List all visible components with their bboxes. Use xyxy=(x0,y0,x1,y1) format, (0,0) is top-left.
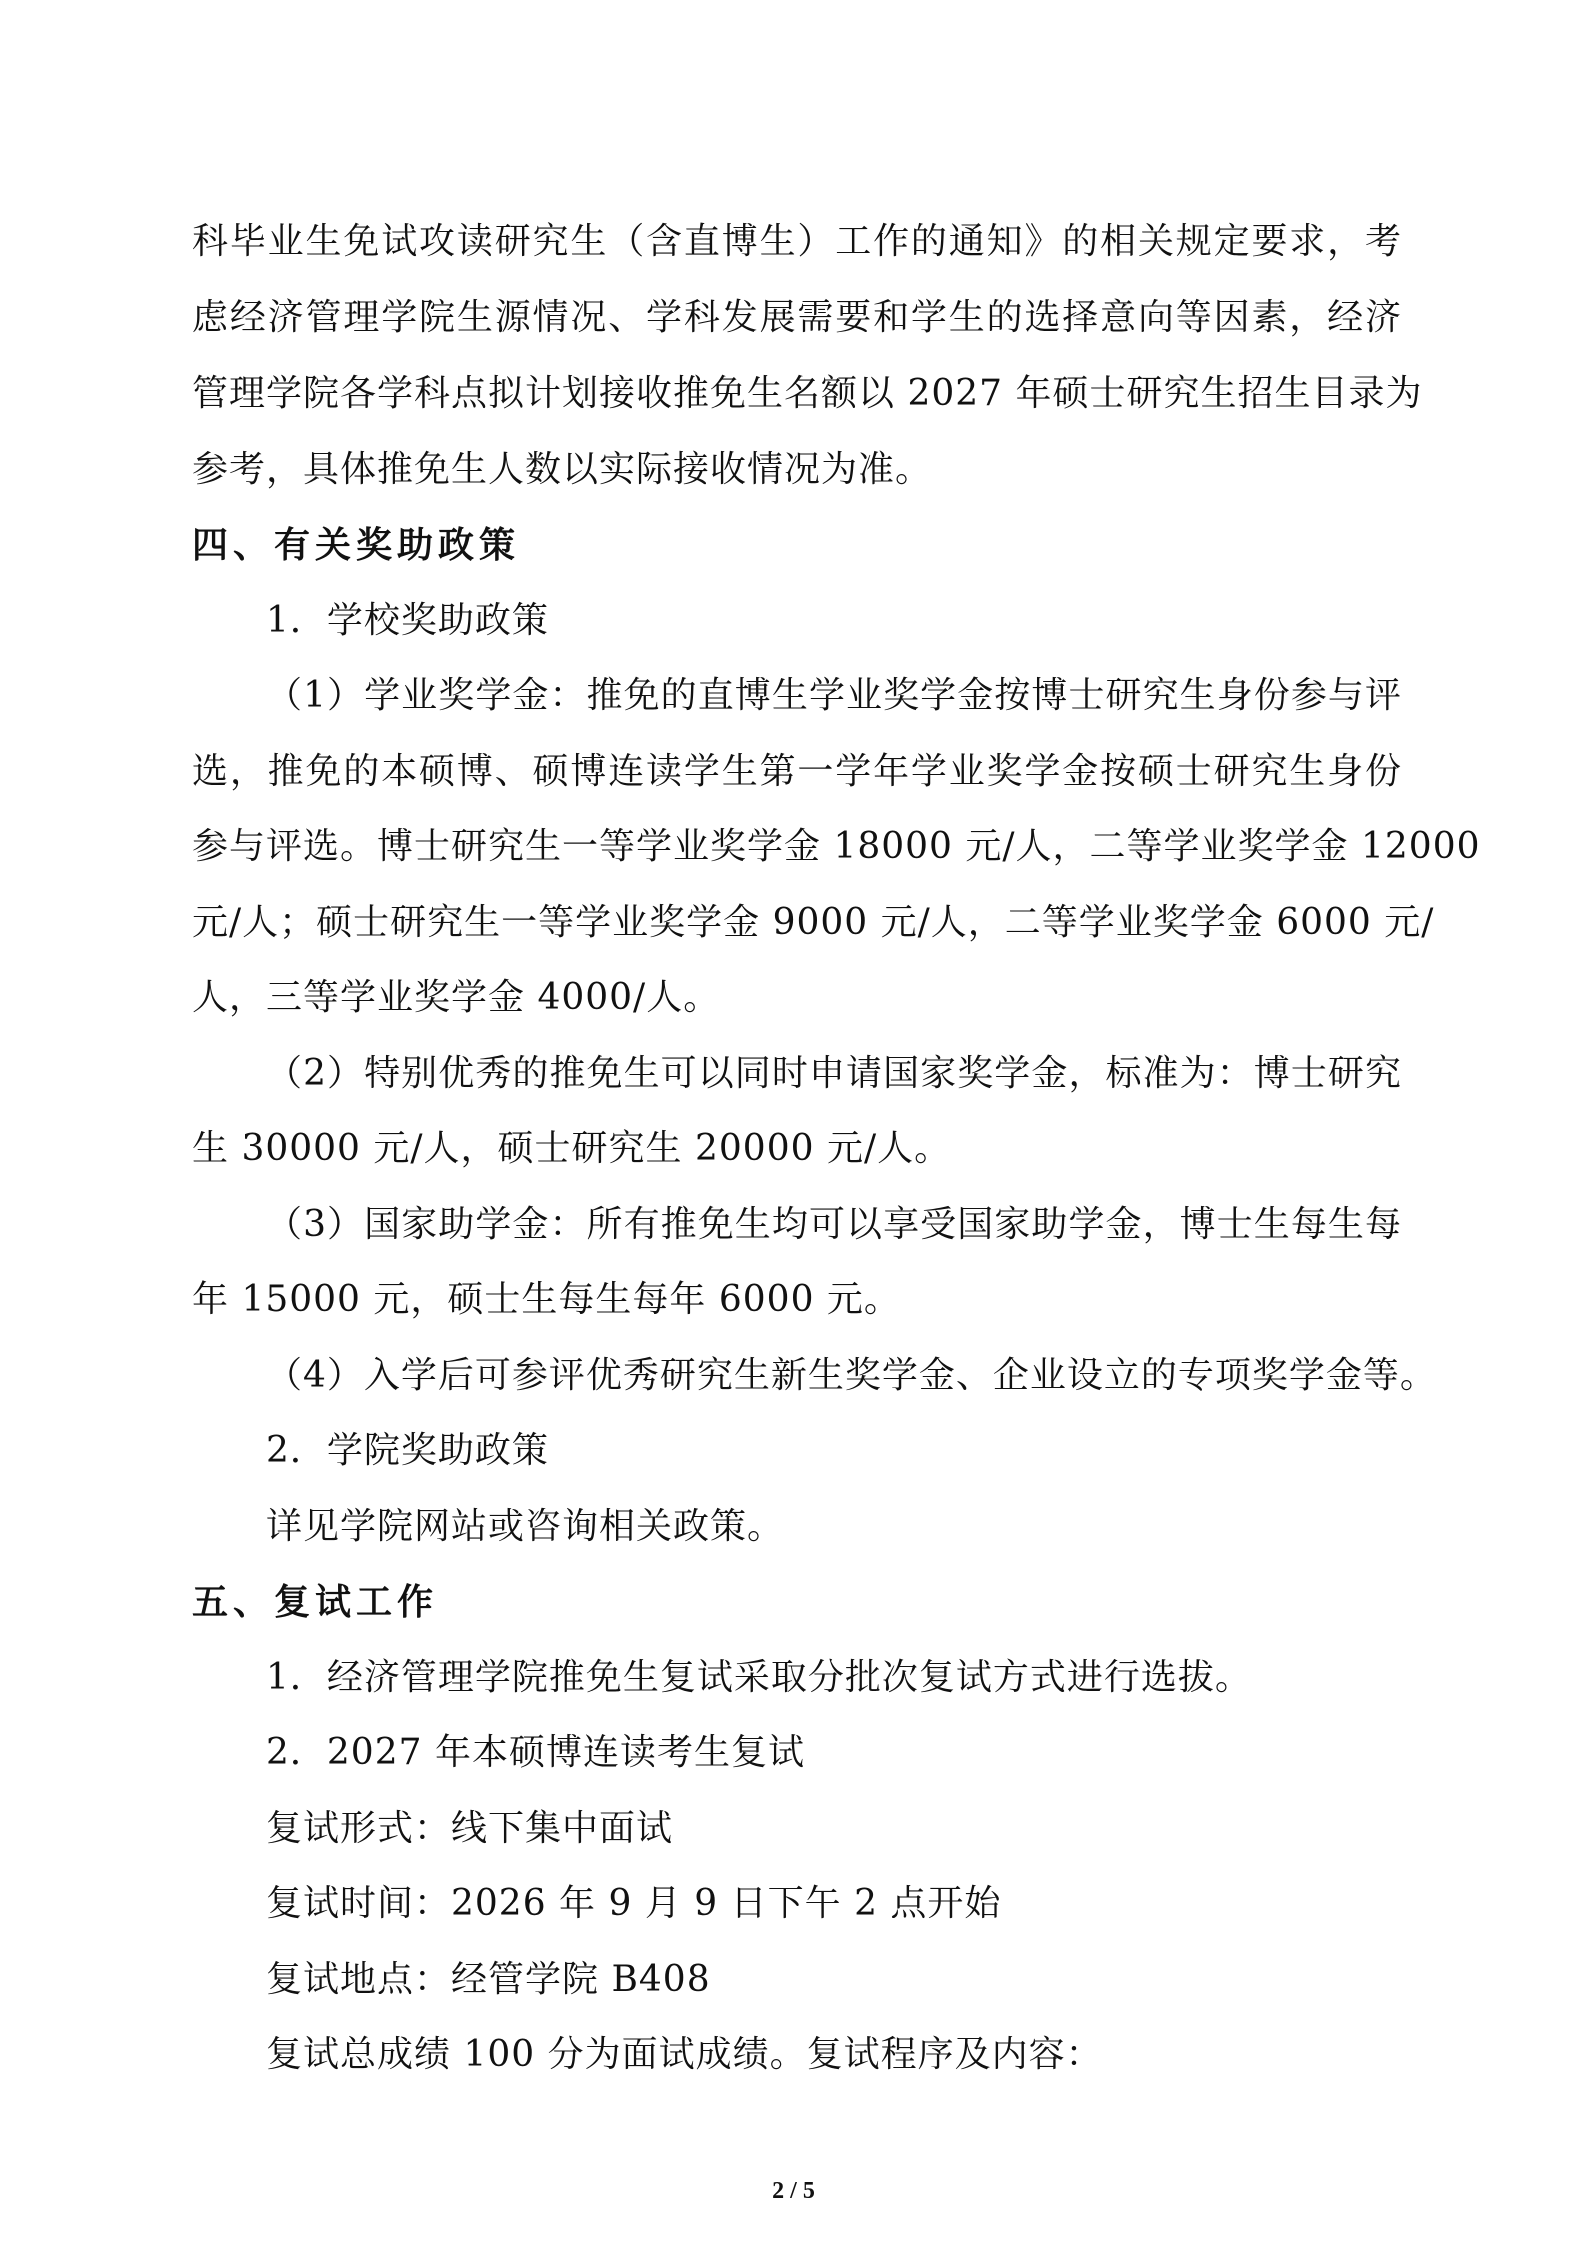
body-text-line: 复试形式：线下集中面试 xyxy=(266,1808,674,1849)
body-text-line: 管理学院各学科点拟计划接收推免生名额以 2027 年硕士研究生招生目录为 xyxy=(192,373,1423,414)
body-text-line: （1）学业奖学金：推免的直博生学业奖学金按博士研究生身份参与评 xyxy=(266,675,1402,716)
body-text-line: 人，三等学业奖学金 4000/人。 xyxy=(192,977,721,1018)
subsection-heading: 2．2027 年本硕博连读考生复试 xyxy=(266,1732,805,1773)
body-text-line: 选，推免的本硕博、硕博连读学生第一学年学业奖学金按硕士研究生身份 xyxy=(192,751,1402,792)
body-text-line: 元/人；硕士研究生一等学业奖学金 9000 元/人，二等学业奖学金 6000 元/ xyxy=(192,902,1435,943)
body-text-line: （2）特别优秀的推免生可以同时申请国家奖学金，标准为：博士研究 xyxy=(266,1053,1402,1094)
body-text-line: （4）入学后可参评优秀研究生新生奖学金、企业设立的专项奖学金等。 xyxy=(266,1355,1437,1396)
page-number: 2 / 5 xyxy=(772,2178,815,2204)
body-text-line: 科毕业生免试攻读研究生（含直博生）工作的通知》的相关规定要求，考 xyxy=(192,221,1402,262)
body-text-line: 1．经济管理学院推免生复试采取分批次复试方式进行选拔。 xyxy=(266,1657,1252,1698)
body-text-line: （3）国家助学金：所有推免生均可以享受国家助学金，博士生每生每 xyxy=(266,1204,1402,1245)
subsection-heading: 2．学院奖助政策 xyxy=(266,1430,549,1471)
subsection-heading: 1．学校奖助政策 xyxy=(266,600,549,641)
body-text-line: 年 15000 元，硕士生每生每年 6000 元。 xyxy=(192,1279,901,1320)
section-heading-4: 四、有关奖助政策 xyxy=(192,524,521,566)
body-text-line: 参考，具体推免生人数以实际接收情况为准。 xyxy=(192,449,933,490)
body-text-line: 详见学院网站或咨询相关政策。 xyxy=(266,1506,785,1547)
body-text-line: 虑经济管理学院生源情况、学科发展需要和学生的选择意向等因素，经济 xyxy=(192,297,1402,338)
body-text-line: 生 30000 元/人，硕士研究生 20000 元/人。 xyxy=(192,1128,952,1169)
section-heading-5: 五、复试工作 xyxy=(192,1581,439,1623)
body-text-line: 复试总成绩 100 分为面试成绩。复试程序及内容： xyxy=(266,2034,1103,2075)
body-text-line: 复试地点：经管学院 B408 xyxy=(266,1959,711,2000)
body-text-line: 复试时间：2026 年 9 月 9 日下午 2 点开始 xyxy=(266,1883,1002,1924)
body-text-line: 参与评选。博士研究生一等学业奖学金 18000 元/人，二等学业奖学金 12000 xyxy=(192,826,1481,867)
